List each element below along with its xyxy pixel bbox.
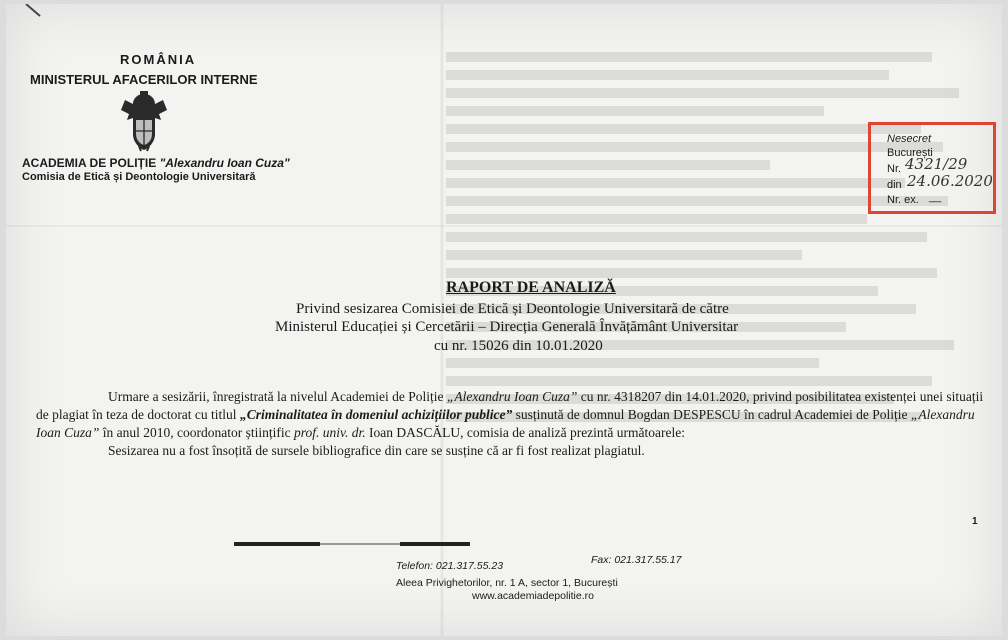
footer-fax: Fax: 021.317.55.17 [591, 554, 682, 566]
report-subtitle-3: cu nr. 15026 din 10.01.2020 [434, 338, 603, 354]
registration-number-handwritten: 4321/29 [905, 155, 968, 173]
footer-rule-left [234, 542, 320, 546]
report-body [36, 388, 996, 460]
registration-number-label: Nr. [887, 163, 902, 175]
footer-rule-middle [320, 543, 400, 545]
academy-name: ACADEMIA DE POLIȚIE "Alexandru Ioan Cuza" [22, 156, 290, 170]
footer-phone: Telefon: 021.317.55.23 [396, 560, 504, 572]
body-paragraph-2: Sesizarea nu a fost însoțită de sursele bibliografice din care se susține că ar fi fost realizat plagiatul. [108, 443, 645, 458]
copy-number-label: Nr. ex. [887, 194, 919, 206]
country-name: ROMÂNIA [120, 52, 197, 67]
report-subtitle-2: Ministerul Educației și Cercetării – Direcția Generală Învățământ Universitar [275, 319, 739, 335]
classification-stamp [868, 122, 996, 214]
report-title: RAPORT DE ANALIZĂ [446, 279, 616, 296]
page-number: 1 [972, 516, 978, 527]
copy-number-value: __ [929, 191, 942, 203]
footer-rule-right [400, 542, 470, 546]
document-page [6, 4, 1002, 636]
report-subtitle-1: Privind sesizarea Comisiei de Etică și Deontologie Universitară de către [296, 301, 729, 317]
body-paragraph-1: Urmare a sesizării, înregistrată la nivelul Academiei de Poliție „Alexandru Ioan Cuza” cu nr. 4318207 din 14.01.2020, privind posibilitatea existenței unei situații de plagiat în teza de doctorat cu titlul „Criminalitatea în domeniul achizițiilor publice” susținută de domnul Bogdan DESPESCU în cadrul Academiei de Poliție „Alexandru Ioan Cuza” în anul 2010, coordonator științific prof. univ. dr. Ioan DASCĂLU, comisia de analiză prezintă următoarele: [36, 389, 984, 440]
commission-name: Comisia de Etică și Deontologie Universitară [22, 171, 256, 183]
coat-of-arms-icon [119, 90, 169, 152]
classification-level: Nesecret [887, 133, 932, 145]
ministry-name: MINISTERUL AFACERILOR INTERNE [30, 72, 258, 87]
date-handwritten: 24.06.2020 [907, 172, 993, 190]
footer-website: www.academiadepolitie.ro [472, 590, 594, 602]
classification-city: București [887, 147, 933, 159]
footer-address: Aleea Privighetorilor, nr. 1 A, sector 1, București [396, 577, 618, 589]
date-label: din [887, 179, 902, 191]
